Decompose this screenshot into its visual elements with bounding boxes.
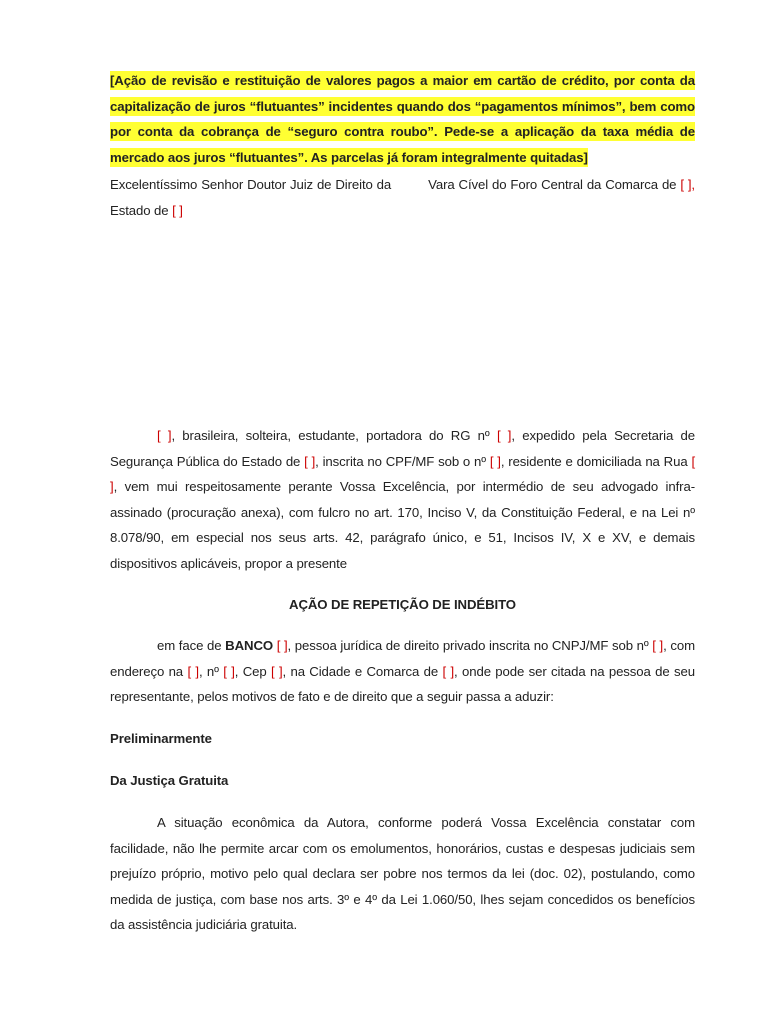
- placeholder-rg: [ ]: [496, 428, 512, 443]
- bank-label: BANCO: [225, 638, 274, 653]
- header-note: [110, 68, 695, 170]
- placeholder-estado: [ ]: [172, 202, 183, 218]
- justice-paragraph: A situação econômica da Autora, conforme poderá Vossa Excelência constatar com facilidade, não lhe permite arcar com os emolumentos, honorários, custas e despesas judiciais sem prejuízo próprio, motivo pelo qual declara ser pobre nos termos da lei (doc. 02), postulando, como medida de justiça, com base nos arts. 3º e 4º da Lei 1.060/50, lhes sejam concedidos os benefícios da assistência judiciária gratuita.: [110, 815, 695, 932]
- placeholder-number: [ ]: [223, 663, 235, 679]
- address-part-1: Excelentíssimo Senhor Doutor Juiz de Direito da: [110, 177, 392, 192]
- placeholder-street: [ ]: [110, 453, 696, 494]
- placeholder-cpf: [ ]: [489, 453, 501, 469]
- action-title: AÇÃO DE REPETIÇÃO DE INDÉBITO: [289, 597, 516, 612]
- court-address: [110, 172, 695, 223]
- heading-justice: Da Justiça Gratuita: [110, 773, 229, 788]
- placeholder-comarca: [ ]: [680, 177, 692, 192]
- placeholder-name: [ ]: [157, 428, 172, 443]
- placeholder-cep: [ ]: [271, 663, 283, 679]
- address-part-3: ,: [691, 177, 695, 192]
- defendant-paragraph: em face de BANCO [ ], pessoa jurídica de direito privado inscrita no CNPJ/MF sob nº [ ], com endereço na [ ], nº [ ], Cep [ ], na Cidade e Comarca de [ ], onde pode ser citada na pessoa de seu representante, pelos motivos de fato e de direito que a seguir passa a aduzir:: [110, 638, 695, 704]
- highlighted-text: [Ação de revisão e restituição de valores pagos a maior em cartão de crédito, por conta da capitalização de juros “flutuantes” incidentes quando dos “pagamentos mínimos”, bem como por conta da cobrança de “seguro contra roubo”. Pede-se a aplicação da taxa média de mercado aos juros “flutuantes”. As parcelas já foram integralmente quitadas]: [110, 73, 695, 165]
- placeholder-state: [ ]: [304, 453, 316, 469]
- address-part-4: Estado de: [110, 202, 169, 218]
- qualification-paragraph: [ ], brasileira, solteira, estudante, portadora do RG nº [ ], expedido pela Secretaria de Segurança Pública do Estado de [ ], inscrita no CPF/MF sob o nº [ ], residente e domiciliada na Rua [ ], vem mui respeitosamente perante Vossa Excelência, por intermédio de seu advogado infra-assinado (procuração anexa), com fulcro no art. 170, Inciso V, da Constituição Federal, e na Lei nº 8.078/90, em especial nos seus arts. 42, parágrafo único, e 51, Incisos IV, X e XV, e demais dispositivos aplicáveis, propor a presente: [110, 428, 696, 571]
- placeholder-city: [ ]: [442, 663, 455, 679]
- placeholder-cnpj: [ ]: [652, 638, 664, 653]
- heading-preliminary: Preliminarmente: [110, 731, 212, 746]
- placeholder-bank: [ ]: [276, 638, 288, 653]
- placeholder-address: [ ]: [187, 663, 199, 679]
- address-part-2: Vara Cível do Foro Central da Comarca de: [428, 177, 677, 192]
